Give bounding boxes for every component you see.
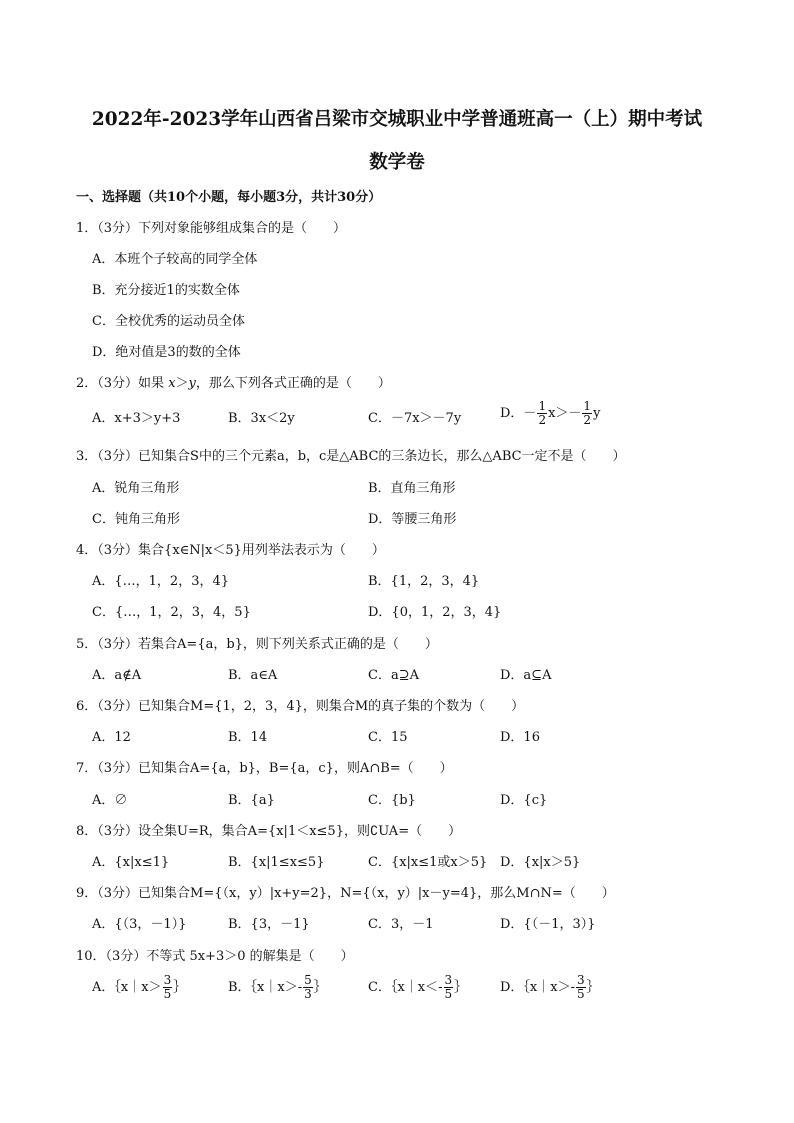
question-9-option-c: C．3，－1 [368,917,434,932]
question-9-option-b: B．{3，－1} [228,917,310,932]
question-4-option-c: C．{…，1，2，3，4，5} [92,605,251,620]
section-heading: 一、选择题（共10个小题，每小题3分，共计30分） [76,190,382,205]
question-10-option-d: D．｛x｜x＞- $\frac{3}{5}$ ｝ [500,973,600,1001]
question-10-option-b: B．｛x｜x＞- $\frac{5}{3}$ ｝ [228,973,327,1001]
question-6-option-c: C．15 [368,730,408,745]
question-4-stem: 4．（3分）集合{x∈N|x＜5}用列举法表示为（ ） [76,543,385,558]
question-3-stem: 3．（3分）已知集合S中的三个元素a，b，c是△ABC的三条边长，那么△ABC一定不是（ ） [76,449,626,464]
question-7-stem: 7．（3分）已知集合A={a，b}，B={a，c}，则A∩B=（ ） [76,761,453,776]
question-2-option-d: D．－ $\frac{1}{2}$ x＞－ $\frac{1}{2}$ y [500,399,601,427]
question-9-stem: 9．（3分）已知集合M={（x，y）|x+y=2}，N={（x，y）|x－y=4}，那么M∩N=（ ） [76,886,615,901]
question-7-option-b: B．{a} [228,793,275,808]
question-9-option-d: D．{（－1，3）} [500,917,596,932]
question-1-option-a: A．本班个子较高的同学全体 [92,252,258,267]
exam-title-line2: 数学卷 [369,152,425,173]
fraction: $\frac{3}{5}$ [576,973,585,1001]
question-6-option-a: A．12 [92,730,131,745]
question-5-option-b: B．a∈A [228,668,278,683]
question-7-option-d: D．{c} [500,793,548,808]
fraction: $\frac{1}{2}$ [538,399,547,427]
question-5-stem: 5．（3分）若集合A={a，b}，则下列关系式正确的是（ ） [76,637,438,652]
fraction: $\frac{5}{3}$ [304,973,312,1001]
question-2-option-a: A．x+3＞y+3 [92,411,181,426]
question-2-option-b: B．3x＜2y [228,411,295,426]
question-6-option-d: D．16 [500,730,540,745]
question-4-option-d: D．{0，1，2，3，4} [368,605,502,620]
question-1-option-d: D．绝对值是3的数的全体 [92,345,241,360]
question-3-option-d: D．等腰三角形 [368,512,457,527]
question-5-option-d: D．a⊆A [500,668,552,683]
question-5-option-a: A．a∉A [92,668,142,683]
question-8-option-c: C．{x|x≤1或x＞5} [368,855,488,870]
question-6-stem: 6．（3分）已知集合M={1，2，3，4}，则集合M的真子集的个数为（ ） [76,699,525,714]
question-1-option-c: C．全校优秀的运动员全体 [92,314,245,329]
question-3-option-b: B．直角三角形 [368,481,456,496]
fraction: $\frac{3}{5}$ [163,973,172,1001]
question-1-stem: 1．（3分）下列对象能够组成集合的是（ ） [76,221,347,236]
question-5-option-c: C．a⊇A [368,668,419,683]
question-6-option-b: B．14 [228,730,268,745]
question-7-option-c: C．{b} [368,793,416,808]
question-4-option-a: A．{…，1，2，3，4} [92,574,230,589]
fraction: $\frac{1}{2}$ [583,399,592,427]
question-2-stem: 2．（3分）如果 x＞y，那么下列各式正确的是（ ） [76,376,391,391]
question-8-option-a: A．{x|x≤1} [92,855,170,870]
question-7-option-a: A．∅ [92,793,128,808]
question-8-option-b: B．{x|1≤x≤5} [228,855,325,870]
question-8-stem: 8．（3分）设全集U=R，集合A={x|1＜x≤5}，则∁UA=（ ） [76,824,462,839]
fraction: $\frac{3}{5}$ [444,973,453,1001]
question-10-option-c: C．｛x｜x＜- $\frac{3}{5}$ ｝ [368,973,468,1001]
question-1-option-b: B．充分接近1的实数全体 [92,283,240,298]
question-3-option-a: A．锐角三角形 [92,481,180,496]
question-10-stem: 10．（3分）不等式 5x+3＞0 的解集是（ ） [76,949,354,964]
question-2-option-c: C．－7x＞－7y [368,411,462,426]
question-10-option-a: A．｛x｜x＞ $\frac{3}{5}$ ｝ [92,973,187,1001]
question-3-option-c: C．钝角三角形 [92,512,180,527]
question-4-option-b: B．{1，2，3，4} [368,574,480,589]
question-9-option-a: A．{（3，－1）} [92,917,187,932]
question-8-option-d: D．{x|x＞5} [500,855,581,870]
exam-title-line1: 2022年-2023学年山西省吕梁市交城职业中学普通班高一（上）期中考试 [91,109,703,130]
